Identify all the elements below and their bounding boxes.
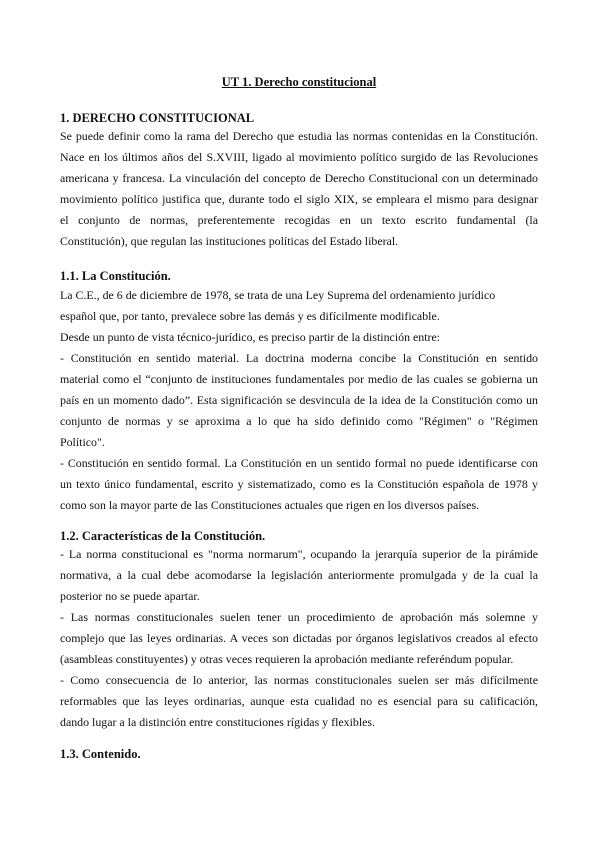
paragraph-line: La C.E., de 6 de diciembre de 1978, se trata de una Ley Suprema del ordenamiento jurídico: [60, 288, 496, 302]
paragraph-line: - Como consecuencia de lo anterior, las normas constitucionales suelen ser más difícilmente: [60, 673, 538, 687]
paragraph-line: dando lugar a la distinción entre constituciones rígidas y flexibles.: [60, 715, 376, 729]
section-1-1-heading: 1.1. La Constitución.: [60, 269, 171, 283]
paragraph-line: - Las normas constitucionales suelen tener un procedimiento de aprobación más solemne y: [60, 610, 538, 624]
section-1-1-body: [60, 285, 538, 516]
paragraph-line: como son la mayor parte de las Constituciones actuales que rigen en los diversos países.: [60, 498, 480, 512]
paragraph-line: el conjunto de normas, preferentemente recogidas en un texto escrito fundamental (la: [60, 213, 538, 227]
paragraph-line: americana y francesa. La vinculación del concepto de Derecho Constitucional con un determinado: [60, 171, 538, 185]
paragraph-line: complejo que las leyes ordinarias. A veces son dictadas por órganos legislativos creados al efecto: [60, 631, 538, 645]
paragraph-line: (asambleas constituyentes) y otras veces requieren la aprobación mediante referéndum popular.: [60, 652, 514, 666]
paragraph-line: - Constitución en sentido formal. La Constitución en un sentido formal no puede identificarse con: [60, 456, 538, 470]
section-1-3-heading: 1.3. Contenido.: [60, 747, 141, 761]
paragraph-line: - Constitución en sentido material. La doctrina moderna concibe la Constitución en sentido: [60, 351, 538, 365]
section-1-2-heading: 1.2. Características de la Constitución.: [60, 529, 266, 543]
paragraph-line: Político".: [60, 435, 105, 449]
paragraph-line: material como el “conjunto de instituciones fundamentales por medio de las cuales se gobierna un: [60, 372, 538, 386]
paragraph-line: - La norma constitucional es "norma normarum", ocupando la jerarquía superior de la pirámide: [60, 547, 538, 561]
section-1-2-body: [60, 544, 538, 733]
paragraph-line: español que, por tanto, prevalece sobre las demás y es difícilmente modificable.: [60, 309, 440, 323]
section-1-heading: 1. DERECHO CONSTITUCIONAL: [60, 111, 255, 125]
paragraph-line: país en un momento dado”. Esta significación se desvincula de la idea de la Constitución como un: [60, 393, 538, 407]
paragraph-line: normativa, a la cual debe acomodarse la legislación anteriormente promulgada y de la cual la: [60, 568, 538, 582]
paragraph-line: conjunto de normas y se aproxima a lo que ha sido definido como "Régimen" o "Régimen: [60, 414, 538, 428]
paragraph-line: posterior no se puede apartar.: [60, 589, 200, 603]
document-title: UT 1. Derecho constitucional: [221, 75, 377, 89]
paragraph-line: movimiento político justifica que, durante todo el siglo XIX, se empleara el mismo para designar: [60, 192, 538, 206]
paragraph-line: un texto único fundamental, escrito y sistematizado, como es la Constitución española de 1978 y: [60, 477, 538, 491]
section-1-body: [60, 126, 538, 252]
paragraph-line: Nace en los últimos años del S.XVIII, ligado al movimiento político surgido de las Revoluciones: [60, 150, 538, 164]
paragraph-line: Se puede definir como la rama del Derecho que estudia las normas contenidas en la Constitución.: [60, 129, 538, 143]
paragraph-line: reformables que las leyes ordinarias, aunque esta cualidad no es esencial para su calificación,: [60, 694, 538, 708]
paragraph-line: Constitución), que regulan las instituciones políticas del Estado liberal.: [60, 234, 399, 248]
paragraph-line: Desde un punto de vista técnico-jurídico, es preciso partir de la distinción entre:: [60, 330, 441, 344]
